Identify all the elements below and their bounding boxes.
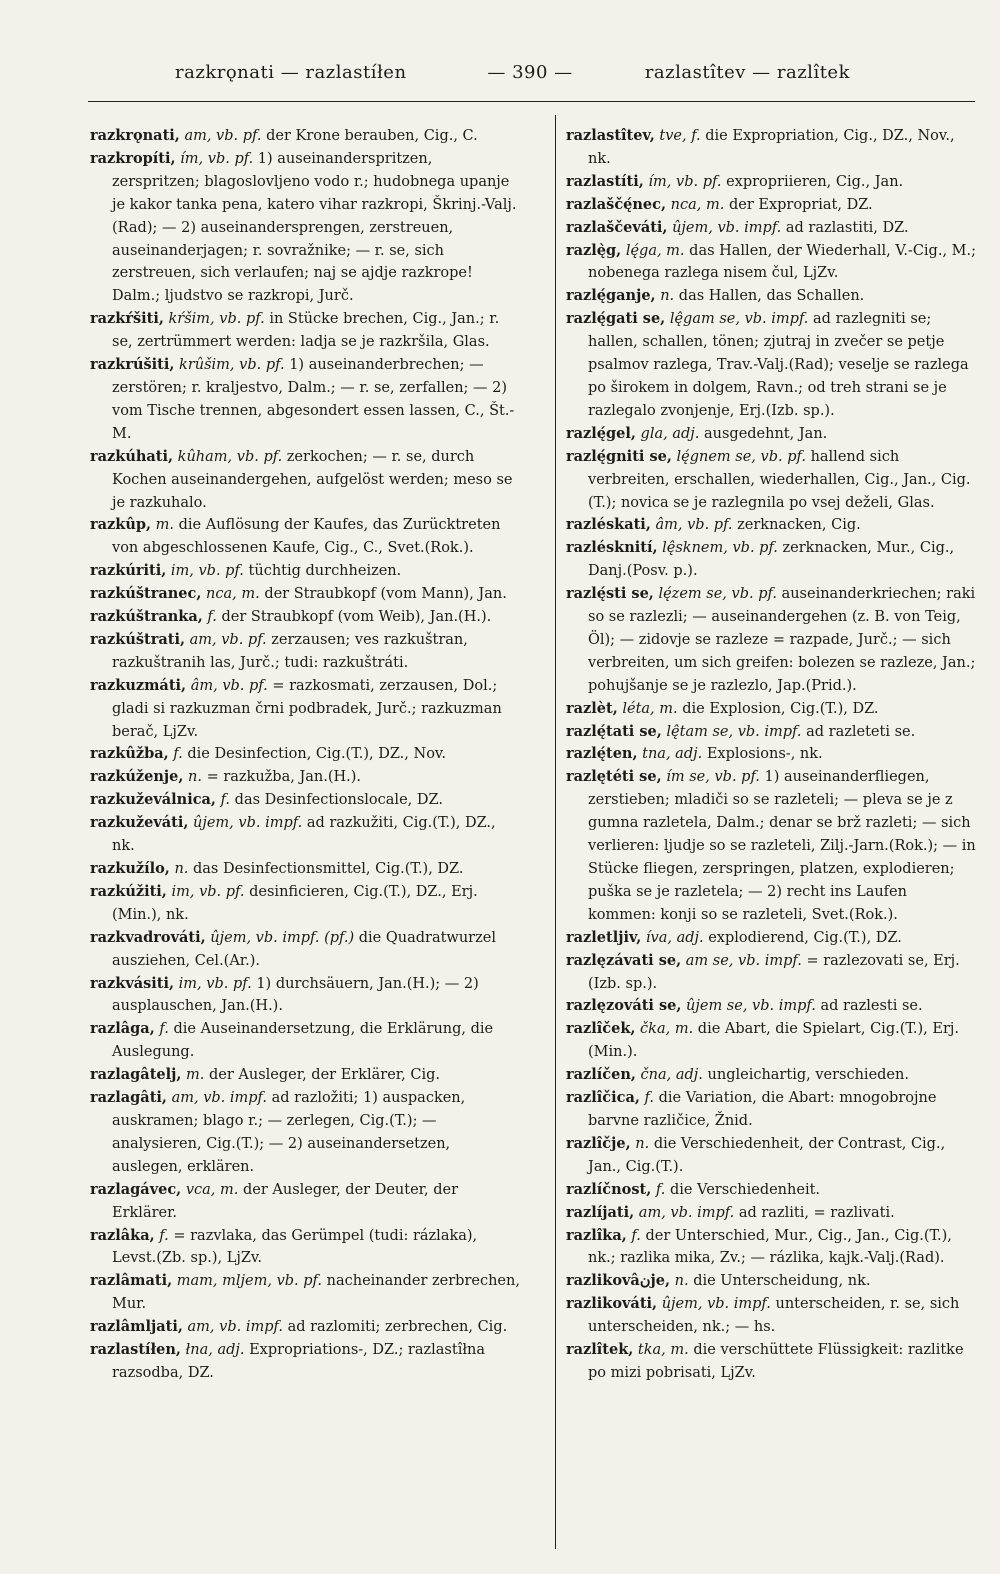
dictionary-entry	[566, 514, 978, 537]
dictionary-entry	[566, 721, 978, 744]
entry-headword: razlę́tati se,	[566, 722, 662, 740]
entry-headword: razlíčnost,	[566, 1180, 652, 1198]
entry-headword: razlîka,	[566, 1226, 627, 1244]
dictionary-entry	[566, 423, 978, 446]
dictionary-entry	[566, 1202, 978, 1225]
entry-grammar-info: gla, adj.	[640, 425, 700, 442]
entry-headword: razlę́ganje,	[566, 287, 656, 305]
entry-headword: razlagávec,	[90, 1180, 182, 1198]
dictionary-entry	[90, 560, 520, 583]
entry-definition: hallend sich verbreiten, erschallen, wiederhallen, Cig., Jan., Cig.(T.); novica se je razlegnila po vsej deželi, Glas.	[588, 448, 971, 511]
entry-headword: razkŕšiti,	[90, 310, 164, 328]
entry-headword: razlę́sti se,	[566, 585, 654, 603]
running-header-left: razkrǫnati — razlastíłen	[175, 62, 407, 83]
dictionary-entry	[90, 812, 520, 858]
entry-definition: der Straubkopf (vom Mann), Jan.	[264, 586, 507, 603]
entry-definition: die Expropriation, Cig., DZ., Nov., nk.	[588, 128, 955, 167]
entry-definition: die verschüttete Flüssigkeit: razlitke po mizi pobrisati, LjZv.	[588, 1342, 964, 1381]
entry-grammar-info: am se, vb. impf.	[685, 952, 802, 969]
entry-definition: das Hallen, das Schallen.	[678, 288, 865, 305]
entry-grammar-info: nca, m.	[206, 586, 260, 603]
entry-definition: unterscheiden, r. se, sich unterscheiden, nk.; — hs.	[588, 1296, 960, 1336]
entry-grammar-info: f.	[220, 792, 231, 809]
entry-grammar-info: âm, vb. pf.	[190, 677, 268, 694]
dictionary-entry	[90, 1270, 520, 1316]
entry-definition: ad razleteti se.	[806, 723, 916, 740]
entry-grammar-info: ûjem, vb. impf.	[193, 815, 303, 832]
dictionary-entry	[566, 743, 978, 766]
dictionary-entry	[566, 583, 978, 698]
dictionary-entry	[90, 1064, 520, 1087]
entry-definition: Explosions-, nk.	[706, 746, 823, 763]
entry-headword: razlîček,	[566, 1020, 636, 1038]
entry-definition: die Variation, die Abart: mnogobrojne barvne različice, Žnid.	[588, 1090, 937, 1129]
entry-grammar-info: ûjem, vb. impf. (pf.)	[210, 929, 355, 946]
entry-definition: die Desinfection, Cig.(T.), DZ., Nov.	[187, 746, 447, 763]
entry-headword: razlâka,	[90, 1226, 155, 1244]
dictionary-entry	[566, 537, 978, 583]
dictionary-entry	[566, 995, 978, 1018]
entry-definition: 1) auseinanderspritzen, zerspritzen; blagoslovljeno vodo r.; hudobnega upanje je kakor tanka pena, katero vihar razkropi, Škrinj.-Valj.(Rad); — 2) auseinandersprengen, zerstreuen, auseinanderjagen; r. sovražnike; — r. se, sich zerstreuen, sich verlaufen; naj se ajdje razkrope! Dalm.; ljudstvo se razkropi, Jurč.	[112, 150, 517, 305]
entry-definition: der Krone berauben, Cig., C.	[266, 128, 478, 144]
dictionary-entry	[566, 308, 978, 423]
entry-grammar-info: am, vb. impf.	[638, 1204, 735, 1221]
entry-headword: razkúriti,	[90, 562, 167, 580]
entry-definition: desinficieren, Cig.(T.), DZ., Erj.(Min.), nk.	[112, 883, 478, 923]
entry-grammar-info: tve, f.	[659, 128, 701, 144]
entry-headword: razkúštranka,	[90, 608, 203, 626]
entry-definition: = razlezovati se, Erj.(Izb. sp.).	[588, 952, 960, 992]
entry-definition: explodierend, Cig.(T.), DZ.	[708, 929, 902, 946]
entry-headword: razkúštrati,	[90, 630, 186, 648]
entry-definition: der Unterschied, Mur., Cig., Jan., Cig.(T.), nk.; razlika mika, Zv.; — rázlika, kajk.-Valj.(Rad).	[588, 1227, 952, 1267]
entry-headword: razlèt,	[566, 699, 618, 717]
entry-definition: 1) auseinanderfliegen, zerstieben; mladiči so se razleteli; — pleva se je z gumna razletela, Dalm.; denar se brž razleti; — sich verlieren: ljudje so se razleteli, Zilj.-Jarn.(Rok.); — in Stücke fliegen, zerspringen, platzen, explodieren; puška se je razletela; — 2) recht ins Laufen kommen: konji so se razleteli, Svet.(Rok.).	[588, 769, 976, 923]
entry-headword: razlagâti,	[90, 1089, 167, 1107]
entry-headword: razkuzmáti,	[90, 676, 187, 694]
entry-grammar-info: am, vb. impf.	[187, 1319, 283, 1336]
entry-headword: razlętéti se,	[566, 768, 662, 786]
entry-grammar-info: kûham, vb. pf.	[177, 448, 283, 465]
dictionary-entry	[566, 1293, 978, 1339]
entry-definition: die Abart, die Spielart, Cig.(T.), Erj.(Min.).	[588, 1021, 960, 1061]
entry-definition: ad razlesti se.	[820, 998, 923, 1015]
entry-grammar-info: im, vb. pf.	[171, 883, 245, 900]
entry-headword: razlíčen,	[566, 1066, 636, 1084]
entry-definition: die Verschiedenheit.	[669, 1181, 821, 1198]
entry-headword: razlę́gel,	[566, 424, 636, 442]
entry-definition: der Straubkopf (vom Weib), Jan.(H.).	[221, 609, 492, 626]
entry-definition: zerkochen; — r. se, durch Kochen auseinandergehen, aufgelöst werden; meso se je razkuhalo.	[112, 448, 513, 511]
entry-definition: die Quadratwurzel ausziehen, Cel.(Ar.).	[112, 929, 496, 969]
dictionary-entry	[90, 1179, 520, 1225]
entry-definition: 1) durchsäuern, Jan.(H.); — 2) ausplauschen, Jan.(H.).	[112, 975, 479, 1015]
entry-definition: nacheinander zerbrechen, Mur.	[112, 1273, 520, 1313]
running-header-right: razlastîtev — razlîtek	[644, 62, 850, 83]
dictionary-entry	[90, 148, 520, 308]
entry-headword: razkúhati,	[90, 447, 174, 465]
entry-headword: razlę́gati se,	[566, 310, 666, 328]
entry-definition: ad razlastiti, DZ.	[785, 219, 909, 236]
entry-grammar-info: im, vb. pf.	[170, 563, 244, 580]
dictionary-entry	[566, 1225, 978, 1271]
dictionary-entry	[90, 1339, 520, 1385]
entry-grammar-info: f.	[159, 1227, 169, 1244]
entry-headword: razkúženje,	[90, 768, 184, 786]
dictionary-entry	[566, 1179, 978, 1202]
entry-headword: razlâmati,	[90, 1272, 173, 1290]
dictionary-entry	[566, 1018, 978, 1064]
entry-grammar-info: n.	[174, 861, 189, 877]
entry-headword: razlę́ten,	[566, 745, 638, 763]
dictionary-entry	[90, 881, 520, 927]
entry-grammar-info: tna, adj.	[642, 746, 703, 763]
entry-headword: razlaščę́nec,	[566, 195, 667, 213]
entry-definition: das Desinfectionsmittel, Cig.(T.), DZ.	[193, 861, 464, 877]
entry-headword: razlíjati,	[566, 1203, 635, 1221]
entry-headword: razlâmljati,	[90, 1318, 183, 1336]
entry-headword: razlastîtev,	[566, 127, 655, 144]
entry-definition: die Verschiedenheit, der Contrast, Cig., Jan., Cig.(T.).	[588, 1135, 946, 1175]
entry-definition: ad razložiti; 1) auspacken, auskramen; blago r.; — zerlegen, Cig.(T.); — analysieren, Cig.(T.); — 2) auseinandersetzen, auslegen, erklären.	[112, 1090, 466, 1175]
entry-headword: razlastíłen,	[90, 1341, 181, 1359]
entry-grammar-info: âm, vb. pf.	[655, 517, 733, 534]
entry-grammar-info: f.	[173, 746, 183, 763]
column-divider	[555, 115, 556, 1549]
dictionary-entry	[90, 446, 520, 515]
dictionary-entry	[90, 1087, 520, 1179]
entry-headword: razlîčje,	[566, 1134, 631, 1152]
entry-definition: der Ausleger, der Erklärer, Cig.	[209, 1067, 440, 1084]
dictionary-entry	[90, 766, 520, 789]
entry-definition: = razkosmati, zerzausen, Dol.; gladi si razkuzman črni podbradek, Jurč.; razkuzman berač, LjZv.	[112, 677, 502, 740]
entry-grammar-info: n.	[635, 1135, 650, 1152]
entry-headword: razlęzováti se,	[566, 997, 682, 1015]
entry-grammar-info: lę́gnem se, vb. pf.	[676, 448, 806, 465]
dictionary-entry	[90, 973, 520, 1019]
entry-headword: razlę́gniti se,	[566, 447, 672, 465]
entry-definition: die Auflösung der Kaufes, das Zurücktreten von abgeschlossenen Kaufe, Cig., C., Svet.(Rok.).	[112, 517, 501, 557]
entry-headword: razkuževálnica,	[90, 791, 216, 809]
right-column	[566, 125, 978, 1385]
entry-definition: das Desinfectionslocale, DZ.	[234, 792, 443, 809]
dictionary-entry	[566, 446, 978, 515]
dictionary-entry	[566, 125, 978, 171]
dictionary-entry	[566, 927, 978, 950]
entry-grammar-info: m.	[155, 517, 175, 534]
entry-grammar-info: f.	[159, 1021, 169, 1038]
dictionary-entry	[566, 217, 978, 240]
dictionary-entry	[566, 240, 978, 286]
dictionary-entry	[90, 354, 520, 446]
dictionary-entry	[566, 194, 978, 217]
entry-grammar-info: íva, adj.	[645, 929, 704, 946]
entry-headword: razlâga,	[90, 1020, 155, 1038]
entry-definition: der Ausleger, der Deuter, der Erklärer.	[112, 1181, 459, 1221]
entry-definition: der Expropriat, DZ.	[728, 196, 873, 213]
entry-definition: die Explosion, Cig.(T.), DZ.	[682, 700, 879, 717]
entry-headword: razlikováti,	[566, 1295, 658, 1313]
entry-grammar-info: am, vb. impf.	[171, 1090, 268, 1107]
dictionary-entry	[566, 285, 978, 308]
entry-grammar-info: krûšim, vb. pf.	[179, 357, 285, 374]
entry-definition: 1) auseinanderbrechen; — zerstören; r. kraljestvo, Dalm.; — r. se, zerfallen; — 2) vom Tische trennen, abgesondert essen lassen, C., Št.-M.	[112, 357, 515, 442]
entry-headword: razkužílo,	[90, 860, 170, 877]
entry-headword: razkuževáti,	[90, 814, 189, 832]
dictionary-entry	[90, 858, 520, 881]
dictionary-entry	[90, 629, 520, 675]
dictionary-entry	[566, 1339, 978, 1385]
entry-grammar-info: léta, m.	[622, 700, 678, 717]
page-number: — 390 —	[487, 62, 573, 83]
entry-definition: = razvlaka, das Gerümpel (tudi: rázlaka), Levst.(Zb. sp.), LjZv.	[112, 1227, 478, 1267]
entry-headword: razléskati,	[566, 516, 651, 534]
dictionary-entry	[90, 675, 520, 744]
entry-definition: ad razlegniti se; hallen, schallen, tönen; zjutraj in zvečer se petje psalmov razlega, Trav.-Valj.(Rad); veselje se razlega po širokem in dolgem, Ravn.; od treh strani se je razlegalo zvonjenje, Erj.(Izb. sp.).	[588, 311, 969, 419]
entry-headword: razletljiv,	[566, 928, 642, 946]
entry-grammar-info: ím, vb. pf.	[180, 150, 254, 167]
entry-grammar-info: čka, m.	[640, 1021, 694, 1038]
entry-grammar-info: nca, m.	[670, 196, 725, 213]
entry-definition: zerknacken, Mur., Cig., Danj.(Posv. p.).	[588, 540, 955, 580]
entry-grammar-info: čna, adj.	[640, 1067, 703, 1084]
entry-grammar-info: kŕšim, vb. pf.	[168, 311, 265, 328]
entry-grammar-info: ûjem, vb. impf.	[672, 219, 782, 236]
entry-headword: razlésknití,	[566, 539, 658, 557]
dictionary-entry	[566, 1270, 978, 1293]
entry-headword: razkûžba,	[90, 745, 169, 763]
header-rule	[88, 101, 975, 102]
entry-grammar-info: lę̂sknem, vb. pf.	[662, 540, 778, 557]
entry-definition: zerzausen; ves razkuštran, razkuštranih las, Jurč.; tudi: razkuštráti.	[112, 631, 468, 671]
entry-headword: razkûp,	[90, 516, 152, 534]
entry-headword: razkvásiti,	[90, 974, 175, 992]
entry-definition: ausgedehnt, Jan.	[703, 425, 828, 442]
entry-definition: ungleichartig, verschieden.	[707, 1067, 909, 1084]
entry-headword: razlę̀g,	[566, 241, 622, 259]
entry-grammar-info: n.	[674, 1273, 689, 1290]
entry-grammar-info: n.	[188, 769, 202, 786]
entry-grammar-info: ím se, vb. pf.	[666, 769, 760, 786]
dictionary-entry	[566, 950, 978, 996]
entry-grammar-info: am, vb. pf.	[184, 128, 262, 144]
entry-definition: in Stücke brechen, Cig., Jan.; r. se, zertrümmert werden: ladja se je razkršila, Glas.	[112, 311, 500, 351]
dictionary-entry	[566, 698, 978, 721]
entry-grammar-info: lę́zem se, vb. pf.	[658, 586, 777, 603]
entry-grammar-info: am, vb. pf.	[189, 631, 267, 648]
dictionary-entry	[90, 606, 520, 629]
entry-grammar-info: f.	[207, 609, 217, 626]
entry-headword: razlîčica,	[566, 1089, 640, 1107]
dictionary-entry	[90, 1225, 520, 1271]
entry-headword: razkropíti,	[90, 149, 176, 167]
entry-definition: die Unterscheidung, nk.	[693, 1273, 871, 1290]
entry-definition: ad razlomiti; zerbrechen, Cig.	[287, 1319, 508, 1336]
dictionary-entry	[566, 1133, 978, 1179]
entry-grammar-info: lę́ga, m.	[625, 242, 685, 259]
entry-definition: Expropriations-, DZ.; razlastîłna razsodba, DZ.	[112, 1342, 486, 1381]
entry-headword: razkúžiti,	[90, 882, 167, 900]
entry-headword: razkrúšiti,	[90, 356, 175, 374]
entry-grammar-info: tka, m.	[637, 1342, 689, 1359]
entry-grammar-info: im, vb. pf.	[178, 975, 252, 992]
dictionary-entry	[90, 743, 520, 766]
entry-grammar-info: m.	[186, 1067, 205, 1084]
entry-definition: = razkužba, Jan.(H.).	[206, 769, 362, 786]
entry-grammar-info: ûjem se, vb. impf.	[686, 998, 816, 1015]
entry-grammar-info: lę̂gam se, vb. impf.	[669, 311, 809, 328]
dictionary-entry	[90, 1316, 520, 1339]
entry-definition: zerknacken, Cig.	[737, 517, 861, 534]
entry-headword: razlikovâنje,	[566, 1272, 671, 1290]
entry-definition: auseinanderkriechen; raki so se razlezli; — auseinandergehen (z. B. von Teig, Öl); — zidovje se razleze = razpade, Jurč.; — sich verbreiten, um sich greifen: bolezen se razleze, Jan.; pohujšanje se je razlezlo, Jap.(Prid.).	[588, 586, 976, 694]
dictionary-entry	[566, 171, 978, 194]
entry-definition: ad razliti, = razlivati.	[738, 1204, 895, 1221]
entry-grammar-info: f.	[644, 1090, 654, 1107]
dictionary-entry	[566, 1087, 978, 1133]
entry-grammar-info: ûjem, vb. impf.	[661, 1296, 771, 1313]
entry-definition: das Hallen, der Wiederhall, V.-Cig., M.; nobenega razlega nisem čul, LjZv.	[588, 242, 977, 282]
entry-headword: razlaščeváti,	[566, 218, 668, 236]
dictionary-entry	[90, 583, 520, 606]
dictionary-entry	[90, 1018, 520, 1064]
dictionary-entry	[90, 789, 520, 812]
dictionary-entry	[90, 927, 520, 973]
dictionary-entry	[566, 1064, 978, 1087]
entry-headword: razlastíti,	[566, 172, 644, 190]
entry-definition: tüchtig durchheizen.	[248, 563, 402, 580]
entry-headword: razlîtek,	[566, 1341, 634, 1359]
dictionary-entry	[90, 125, 520, 148]
entry-definition: expropriieren, Cig., Jan.	[726, 173, 904, 190]
entry-headword: razlęzávati se,	[566, 951, 682, 969]
entry-grammar-info: f.	[655, 1181, 666, 1198]
entry-definition: die Auseinandersetzung, die Erklärung, die Auslegung.	[112, 1021, 494, 1061]
dictionary-entry	[90, 308, 520, 354]
entry-grammar-info: f.	[631, 1227, 641, 1244]
entry-grammar-info: mam, mljem, vb. pf.	[176, 1273, 323, 1290]
dictionary-entry	[566, 766, 978, 926]
entry-grammar-info: lę̂tam se, vb. impf.	[666, 723, 802, 740]
entry-grammar-info: łna, adj.	[185, 1342, 245, 1359]
dictionary-entry	[90, 514, 520, 560]
entry-headword: razkúštranec,	[90, 585, 202, 603]
left-column	[90, 125, 520, 1385]
entry-headword: razkvadrováti,	[90, 928, 206, 946]
entry-headword: razkrǫnati,	[90, 127, 180, 144]
entry-grammar-info: vca, m.	[185, 1181, 239, 1198]
entry-headword: razlagâtelj,	[90, 1066, 182, 1084]
entry-grammar-info: n.	[660, 288, 675, 305]
entry-grammar-info: ím, vb. pf.	[648, 173, 722, 190]
entry-definition: ad razkužiti, Cig.(T.), DZ., nk.	[112, 815, 496, 855]
